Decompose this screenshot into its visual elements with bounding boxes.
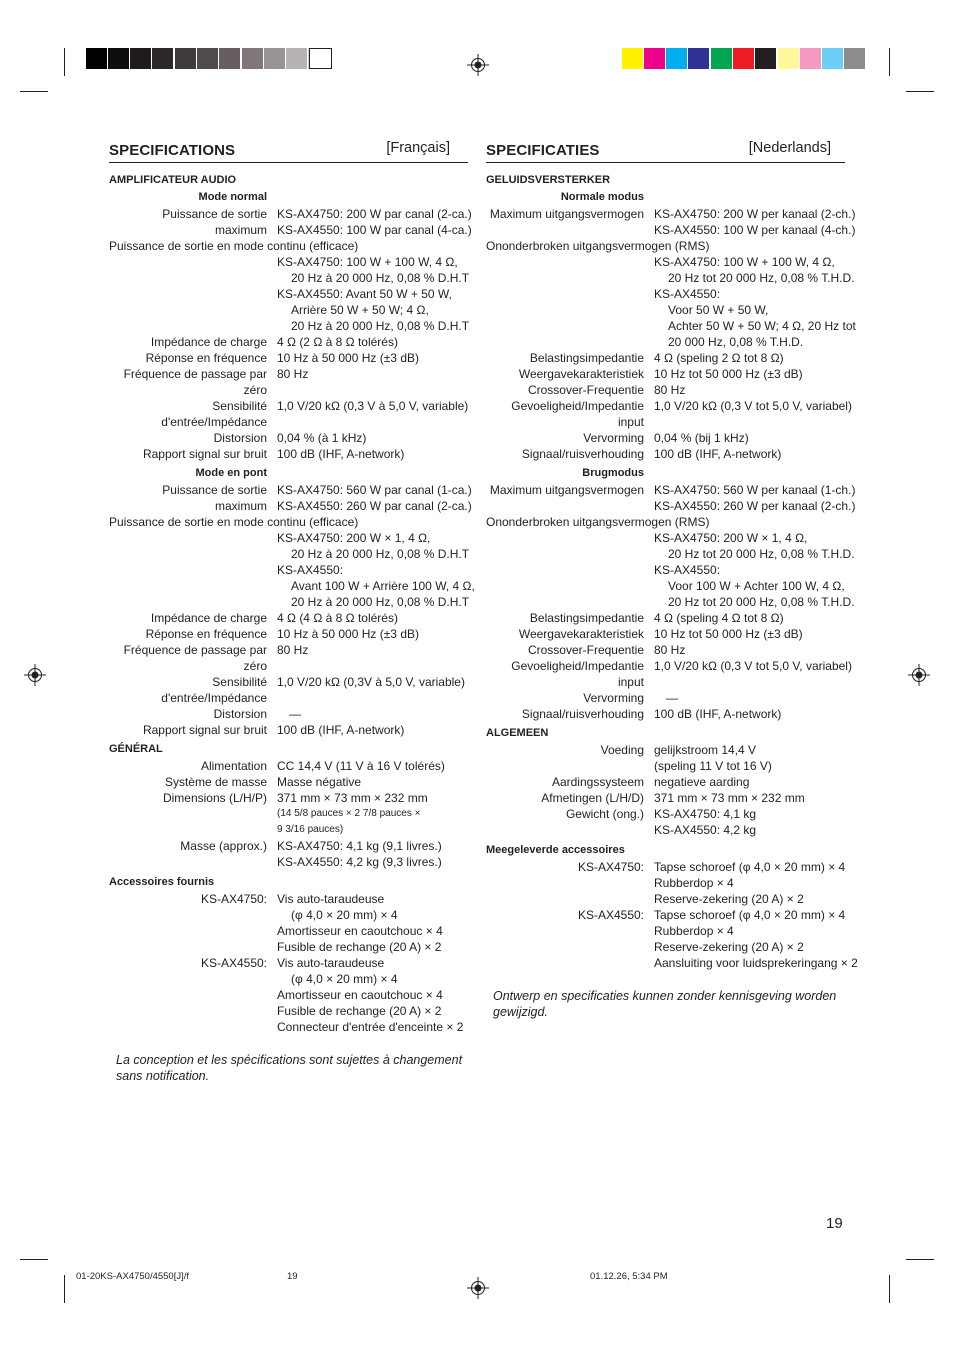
spec-value: Masse négative (277, 775, 362, 789)
spec-row (486, 530, 855, 610)
spec-row (486, 907, 858, 971)
spec-value: 371 mm × 73 mm × 232 mm (654, 791, 805, 805)
spec-label: Impédance de charge (150, 335, 267, 349)
spec-value: Amortisseur en caoutchouc × 4 (277, 924, 443, 938)
gray-swatch (108, 48, 129, 69)
spec-value: 100 dB (IHF, A-network) (277, 447, 405, 461)
section-title: SPECIFICATIONS (109, 142, 236, 159)
crop-mark (906, 1259, 934, 1260)
spec-value: Reserve-zekering (20 A) × 2 (654, 892, 804, 906)
color-swatch (711, 48, 732, 69)
spec-row (486, 366, 845, 382)
spec-label: Puissance de sortie en mode continu (efficace) (109, 515, 359, 529)
spec-label: Sensibilité d'entrée/Impédance (161, 399, 267, 429)
dutch-specifications (486, 140, 858, 1020)
color-swatch (755, 48, 776, 69)
spec-label: Ononderbroken uitgangsvermogen (RMS) (486, 239, 710, 253)
spec-label: Puissance de sortie maximum (162, 483, 267, 513)
spec-label: Sensibilité d'entrée/Impédance (161, 675, 267, 705)
spec-value: 0,04 % (à 1 kHz) (277, 431, 367, 445)
spec-label: Maximum uitgangsvermogen (489, 483, 644, 497)
language-label: [Nederlands] (748, 140, 831, 156)
subheading: Brugmodus (582, 467, 644, 479)
spec-row (109, 430, 468, 446)
spec-label: Distorsion (213, 707, 267, 721)
spec-row (109, 955, 468, 1035)
disclaimer-note: Ontwerp en specificaties kunnen zonder kennisgeving worden gewijzigd. (493, 989, 837, 1019)
spec-value: Reserve-zekering (20 A) × 2 (654, 940, 804, 954)
color-swatch (666, 48, 687, 69)
spec-value: Amortisseur en caoutchouc × 4 (277, 988, 443, 1002)
spec-value: 1,0 V/20 kΩ (0,3 V tot 5,0 V, variabel) (654, 399, 852, 413)
spec-label: Crossover-Frequentie (527, 383, 644, 397)
footer-file-name: 01-20KS-AX4750/4550[J]/f (76, 1271, 190, 1282)
spec-label: Dimensions (L/H/P) (162, 791, 267, 805)
spec-row (486, 430, 845, 446)
color-swatch (622, 48, 643, 69)
subheading: Normale modus (560, 191, 644, 203)
section-heading: Accessoires fournis (109, 876, 215, 888)
section-header (486, 140, 845, 163)
spec-value: KS-AX4550: 260 W per kanaal (2-ch.) (654, 499, 856, 513)
spec-label: KS-AX4750: (577, 860, 644, 874)
spec-list (109, 172, 475, 1035)
crop-mark (64, 48, 65, 76)
spec-value: Vis auto-taraudeuse (277, 956, 385, 970)
color-swatch (688, 48, 709, 69)
spec-value: 0,04 % (bij 1 kHz) (654, 431, 749, 445)
gray-swatch (152, 48, 173, 69)
spec-value: 10 Hz tot 50 000 Hz (±3 dB) (654, 627, 803, 641)
spec-value: Achter 50 W + 50 W; 4 Ω, 20 Hz tot (668, 319, 856, 333)
spec-value: 20 Hz tot 20 000 Hz, 0,08 % T.H.D. (668, 271, 855, 285)
spec-row (486, 859, 845, 907)
spec-row (486, 706, 845, 722)
spec-label: Weergavekarakteristiek (518, 367, 644, 381)
spec-value: 10 Hz à 50 000 Hz (±3 dB) (277, 627, 419, 641)
spec-row (486, 626, 845, 642)
spec-value: Tapse schoroef (φ 4,0 × 20 mm) × 4 (654, 860, 846, 874)
spec-value: Vis auto-taraudeuse (277, 892, 385, 906)
spec-label: Voeding (600, 743, 644, 757)
spec-label: Puissance de sortie maximum (162, 207, 267, 237)
spec-value: KS-AX4750: 100 W + 100 W, 4 Ω, (654, 255, 835, 269)
spec-label: Rapport signal sur bruit (142, 723, 267, 737)
spec-label: Rapport signal sur bruit (142, 447, 267, 461)
spec-value: Connecteur d'entrée d'enceinte × 2 (277, 1020, 464, 1034)
spec-label: Alimentation (200, 759, 267, 773)
spec-value: 371 mm × 73 mm × 232 mm (277, 791, 428, 805)
spec-value: 20 Hz à 20 000 Hz, 0,08 % D.H.T (291, 547, 470, 561)
spec-row (486, 610, 845, 626)
spec-value: 80 Hz (654, 643, 686, 657)
spec-value: KS-AX4550: 4,2 kg (9,3 livres.) (277, 855, 442, 869)
spec-value: Rubberdop × 4 (654, 876, 734, 890)
spec-value: 80 Hz (277, 367, 309, 381)
color-swatch (800, 48, 821, 69)
gray-swatch (309, 48, 332, 69)
spec-value: KS-AX4550: (277, 563, 344, 577)
spec-label: Maximum uitgangsvermogen (489, 207, 644, 221)
spec-row (486, 642, 845, 658)
registration-mark-icon (908, 664, 930, 686)
spec-row (486, 350, 845, 366)
spec-row (109, 626, 468, 642)
spec-label: Belastingsimpedantie (529, 351, 644, 365)
spec-value: 80 Hz (654, 383, 686, 397)
crop-mark (20, 91, 48, 92)
spec-value: (14 5/8 pauces × 2 7/8 pauces × (277, 808, 421, 819)
spec-row (109, 722, 468, 738)
spec-row (109, 254, 468, 334)
spec-row (109, 482, 472, 514)
spec-value: 100 dB (IHF, A-network) (654, 447, 782, 461)
registration-mark-icon (467, 54, 489, 76)
spec-row (109, 790, 468, 838)
spec-row (109, 366, 468, 398)
crop-mark (906, 91, 934, 92)
spec-value: CC 14,4 V (11 V à 16 V tolérés) (277, 759, 445, 773)
spec-value: Fusible de rechange (20 A) × 2 (277, 940, 442, 954)
spec-value: 10 Hz à 50 000 Hz (±3 dB) (277, 351, 419, 365)
spec-value: 10 Hz tot 50 000 Hz (±3 dB) (654, 367, 803, 381)
spec-label: Fréquence de passage par zéro (123, 367, 267, 397)
subheading: Mode normal (198, 191, 267, 203)
disclaimer-note: La conception et les spécifications sont sujettes à changement sans notification. (116, 1053, 463, 1083)
section-heading: GÉNÉRAL (109, 743, 163, 755)
spec-label: Belastingsimpedantie (529, 611, 644, 625)
section-heading: GELUIDSVERSTERKER (486, 174, 611, 186)
footer-date: 01.12.26, 5:34 PM (590, 1271, 668, 1282)
spec-row (109, 706, 468, 722)
spec-value: Aansluiting voor luidsprekeringang × 2 (654, 956, 858, 970)
spec-label: Signaal/ruisverhouding (521, 707, 644, 721)
language-label: [Français] (386, 140, 450, 156)
spec-value: 20 Hz tot 20 000 Hz, 0,08 % T.H.D. (668, 547, 855, 561)
gray-swatch (264, 48, 285, 69)
crop-mark (64, 1275, 65, 1303)
spec-label: Système de masse (164, 775, 267, 789)
gray-swatch (286, 48, 307, 69)
spec-value: KS-AX4750: 560 W per kanaal (1-ch.) (654, 483, 856, 497)
spec-value: KS-AX4750: 100 W + 100 W, 4 Ω, (277, 255, 458, 269)
spec-row (486, 382, 845, 398)
gray-swatch (197, 48, 218, 69)
spec-value: KS-AX4750: 200 W par canal (2-ca.) (277, 207, 472, 221)
spec-label: Puissance de sortie en mode continu (efficace) (109, 239, 359, 253)
spec-row (486, 658, 852, 690)
spec-value: 4 Ω (speling 4 Ω tot 8 Ω) (654, 611, 784, 625)
spec-row (109, 206, 472, 238)
gray-swatch (219, 48, 240, 69)
section-title: SPECIFICATIES (486, 142, 600, 159)
spec-label: Réponse en fréquence (145, 351, 267, 365)
spec-row (486, 774, 845, 790)
spec-value: KS-AX4550: Avant 50 W + 50 W, (277, 287, 452, 301)
color-swatch (644, 48, 665, 69)
spec-value: — (666, 691, 678, 705)
gray-swatch (86, 48, 107, 69)
crop-mark (20, 1259, 48, 1260)
spec-value: — (289, 707, 301, 721)
spec-label: Afmetingen (L/H/D) (541, 791, 644, 805)
spec-value: KS-AX4750: 200 W × 1, 4 Ω, (654, 531, 808, 545)
spec-row (109, 398, 468, 430)
registration-mark-icon (24, 664, 46, 686)
spec-value: Fusible de rechange (20 A) × 2 (277, 1004, 442, 1018)
spec-label: Gewicht (ong.) (565, 807, 644, 821)
spec-row (109, 642, 468, 674)
spec-value: (speling 11 V tot 16 V) (654, 759, 772, 773)
spec-list (486, 172, 858, 971)
spec-label: Aardingssysteem (551, 775, 644, 789)
spec-label: Gevoeligheid/Impedantie input (511, 659, 644, 689)
spec-row (486, 446, 845, 462)
spec-row (486, 206, 856, 238)
spec-value: 100 dB (IHF, A-network) (654, 707, 782, 721)
spec-label: Réponse en fréquence (145, 627, 267, 641)
spec-row (486, 482, 856, 514)
spec-row (486, 398, 852, 430)
spec-value: negatieve aarding (654, 775, 750, 789)
spec-row (109, 758, 468, 774)
spec-value: 4 Ω (speling 2 Ω tot 8 Ω) (654, 351, 784, 365)
section-heading: Meegeleverde accessoires (486, 844, 625, 856)
spec-value: 1,0 V/20 kΩ (0,3 V à 5,0 V, variable) (277, 399, 469, 413)
gray-swatch (175, 48, 196, 69)
section-heading: ALGEMEEN (486, 727, 549, 739)
spec-label: KS-AX4750: (200, 892, 267, 906)
spec-label: Crossover-Frequentie (527, 643, 644, 657)
spec-row (109, 334, 468, 350)
spec-value: 1,0 V/20 kΩ (0,3V à 5,0 V, variable) (277, 675, 465, 689)
color-swatch (778, 48, 799, 69)
spec-label: Distorsion (213, 431, 267, 445)
footer-page: 19 (287, 1271, 298, 1282)
gray-swatch (130, 48, 151, 69)
spec-row (486, 806, 845, 838)
spec-value: 20 Hz à 20 000 Hz, 0,08 % D.H.T (291, 271, 470, 285)
spec-value: 20 Hz à 20 000 Hz, 0,08 % D.H.T (291, 595, 470, 609)
spec-row (109, 838, 468, 870)
spec-value: Avant 100 W + Arrière 100 W, 4 Ω, (291, 579, 475, 593)
spec-value: KS-AX4750: 4,1 kg (654, 807, 757, 821)
gray-swatch (242, 48, 263, 69)
spec-value: KS-AX4550: (654, 287, 721, 301)
spec-value: KS-AX4750: 200 W per kanaal (2-ch.) (654, 207, 856, 221)
spec-row (486, 742, 845, 774)
spec-row (486, 254, 856, 350)
spec-value: KS-AX4750: 200 W × 1, 4 Ω, (277, 531, 431, 545)
spec-row (109, 891, 468, 955)
spec-value: KS-AX4550: (654, 563, 721, 577)
spec-value: 20 000 Hz, 0,08 % T.H.D. (668, 335, 804, 349)
spec-value: Arrière 50 W + 50 W; 4 Ω, (291, 303, 429, 317)
spec-row (486, 790, 845, 806)
spec-label: Weergavekarakteristiek (518, 627, 644, 641)
spec-value: 1,0 V/20 kΩ (0,3 V tot 5,0 V, variabel) (654, 659, 852, 673)
spec-row (109, 774, 468, 790)
spec-value: 9 3/16 pauces) (277, 824, 344, 835)
spec-value: KS-AX4550: 100 W par canal (4-ca.) (277, 223, 472, 237)
spec-label: Fréquence de passage par zéro (123, 643, 267, 673)
page-number: 19 (826, 1215, 843, 1232)
spec-label: Signaal/ruisverhouding (521, 447, 644, 461)
spec-label: Ononderbroken uitgangsvermogen (RMS) (486, 515, 710, 529)
spec-value: KS-AX4550: 4,2 kg (654, 823, 757, 837)
spec-value: Voor 50 W + 50 W, (668, 303, 769, 317)
spec-label: Impédance de charge (150, 611, 267, 625)
spec-row (109, 530, 475, 610)
color-swatch (822, 48, 843, 69)
spec-value: 20 Hz à 20 000 Hz, 0,08 % D.H.T (291, 319, 470, 333)
spec-row (109, 446, 468, 462)
section-header (109, 140, 468, 163)
spec-label: KS-AX4550: (200, 956, 267, 970)
spec-value: gelijkstroom 14,4 V (654, 743, 757, 757)
spec-value: 4 Ω (4 Ω à 8 Ω tolérés) (277, 611, 398, 625)
subheading: Mode en pont (195, 467, 267, 479)
spec-value: 20 Hz tot 20 000 Hz, 0,08 % T.H.D. (668, 595, 855, 609)
spec-value: Tapse schoroef (φ 4,0 × 20 mm) × 4 (654, 908, 846, 922)
spec-value: Voor 100 W + Achter 100 W, 4 Ω, (668, 579, 845, 593)
spec-label: Vervorming (583, 431, 644, 445)
spec-value: KS-AX4550: 100 W per kanaal (4-ch.) (654, 223, 856, 237)
spec-value: 80 Hz (277, 643, 309, 657)
french-specifications (109, 140, 475, 1084)
crop-mark (889, 1275, 890, 1303)
spec-row (109, 350, 468, 366)
spec-label: Masse (approx.) (180, 839, 267, 853)
spec-label: Vervorming (583, 691, 644, 705)
color-swatch (844, 48, 865, 69)
registration-mark-icon (467, 1277, 489, 1299)
spec-row (109, 610, 468, 626)
spec-value: KS-AX4550: 260 W par canal (2-ca.) (277, 499, 472, 513)
spec-row (486, 690, 845, 706)
spec-value: KS-AX4750: 4,1 kg (9,1 livres.) (277, 839, 442, 853)
spec-value: 4 Ω (2 Ω à 8 Ω tolérés) (277, 335, 398, 349)
crop-mark (889, 48, 890, 76)
section-heading: AMPLIFICATEUR AUDIO (109, 174, 237, 186)
spec-value: (φ 4,0 × 20 mm) × 4 (291, 972, 398, 986)
spec-value: KS-AX4750: 560 W par canal (1-ca.) (277, 483, 472, 497)
spec-value: (φ 4,0 × 20 mm) × 4 (291, 908, 398, 922)
spec-label: Gevoeligheid/Impedantie input (511, 399, 644, 429)
spec-row (109, 674, 468, 706)
spec-value: Rubberdop × 4 (654, 924, 734, 938)
color-swatch (733, 48, 754, 69)
spec-label: KS-AX4550: (577, 908, 644, 922)
spec-value: 100 dB (IHF, A-network) (277, 723, 405, 737)
